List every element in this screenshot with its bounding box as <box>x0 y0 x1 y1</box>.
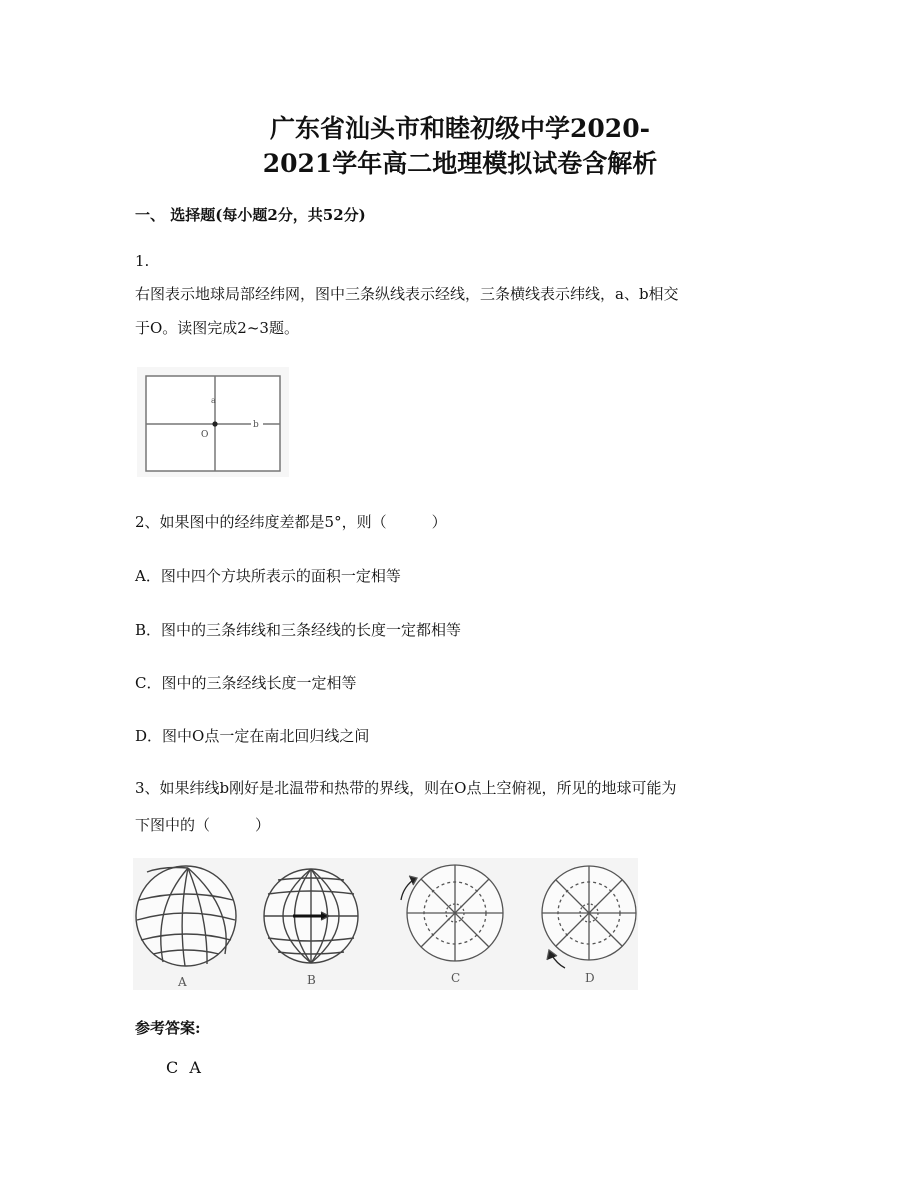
doc-title-line-1: 广东省汕头市和睦初级中学2020- <box>270 114 650 143</box>
globe-a <box>136 866 236 966</box>
question-1-text-line-1: 右图表示地球局部经纬网，图中三条纵线表示经线，三条横线表示纬线，a、b相交 <box>135 285 679 303</box>
answer-label: 参考答案: <box>135 1019 201 1037</box>
doc-title-line-2: 2021学年高二地理模拟试卷含解析 <box>262 149 658 178</box>
globe-label-c: C <box>451 971 461 985</box>
label-a: a <box>211 396 216 405</box>
question-1-number: 1. <box>135 252 150 270</box>
label-b: b <box>253 420 259 430</box>
question-1-text-line-2: 于O。读图完成2~3题。 <box>135 319 299 337</box>
question-3-line-1: 3、如果纬线b刚好是北温带和热带的界线，则在O点上空俯视，所见的地球可能为 <box>135 779 677 797</box>
graticule-figure <box>137 367 289 477</box>
section-heading: 一、 选择题(每小题2分，共52分) <box>135 206 366 224</box>
globe-b <box>264 869 358 963</box>
question-3-line-2: 下图中的（ ） <box>135 816 271 834</box>
option-a: A．图中四个方块所表示的面积一定相等 <box>135 567 401 585</box>
option-b: B．图中的三条纬线和三条经线的长度一定都相等 <box>135 621 462 639</box>
option-c: C．图中的三条经线长度一定相等 <box>135 674 357 692</box>
globe-label-d: D <box>585 971 595 985</box>
label-o: O <box>201 430 209 440</box>
globe-label-a: A <box>178 975 187 989</box>
answer-text: C A <box>166 1058 204 1077</box>
question-2: 2、如果图中的经纬度差都是5°，则（ ） <box>135 513 447 531</box>
globe-label-b: B <box>307 973 316 987</box>
point-o <box>212 421 217 426</box>
globe-options-figure <box>133 858 638 990</box>
option-d: D．图中O点一定在南北回归线之间 <box>135 727 370 745</box>
